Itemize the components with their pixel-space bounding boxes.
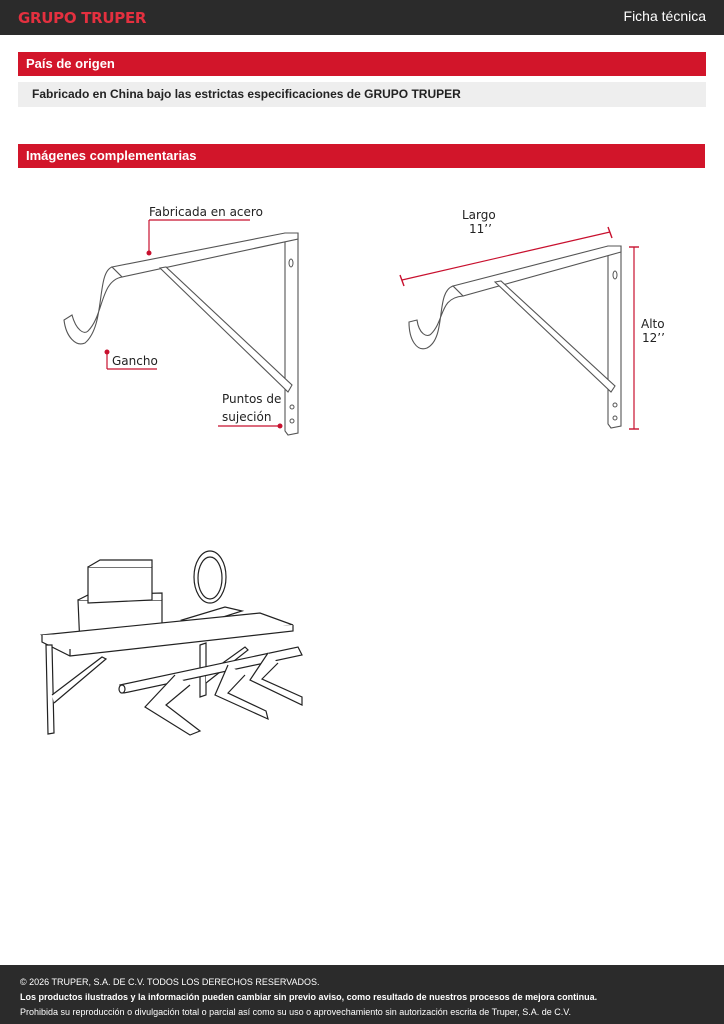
label-hook: Gancho — [112, 354, 158, 368]
bracket-brace — [495, 281, 615, 392]
label-height: Alto — [641, 317, 665, 331]
footer-copyright: © 2026 TRUPER, S.A. DE C.V. TODOS LOS DERECHOS RESERVADOS. — [20, 977, 320, 987]
footer-disclaimer: Los productos ilustrados y la información pueden cambiar sin previo aviso, como resultado de nuestros procesos de mejora continua. — [20, 992, 598, 1002]
bracket-hook — [409, 286, 463, 349]
bracket-vertical-arm — [608, 246, 621, 428]
bracket-dimensions-figure — [395, 200, 670, 440]
bracket-top-arm — [453, 246, 621, 296]
origin-text: Fabricado en China bajo las estrictas especificaciones de GRUPO TRUPER — [18, 82, 706, 107]
footer-rights-notice: Prohibida su reproducción o divulgación total o parcial así como su uso o aprovechamiento sin autorización escrita de Truper, S.A. de C.V. — [20, 1007, 571, 1017]
label-material: Fabricada en acero — [149, 205, 263, 219]
section-images-title: Imágenes complementarias — [18, 144, 705, 168]
bracket-top-arm — [112, 233, 298, 277]
label-height-value: 12’’ — [642, 331, 665, 345]
bracket-brace — [160, 267, 292, 392]
label-length-value: 11’’ — [469, 222, 492, 236]
document-type: Ficha técnica — [623, 8, 706, 24]
top-bar — [0, 0, 724, 35]
brand-logo: GRUPO TRUPER — [18, 9, 147, 27]
shelf-bracket — [46, 645, 54, 734]
shelf-usage-illustration — [40, 545, 315, 740]
bracket-callout-figure — [60, 195, 320, 445]
box-top — [88, 567, 152, 603]
section-origin-title: País de origen — [18, 52, 706, 76]
label-length: Largo — [462, 208, 496, 222]
bracket-hook — [64, 267, 122, 344]
footer — [0, 965, 724, 1024]
label-fixing-points-line1: Puntos de — [222, 392, 282, 406]
label-fixing-points-line2: sujeción — [222, 410, 272, 424]
